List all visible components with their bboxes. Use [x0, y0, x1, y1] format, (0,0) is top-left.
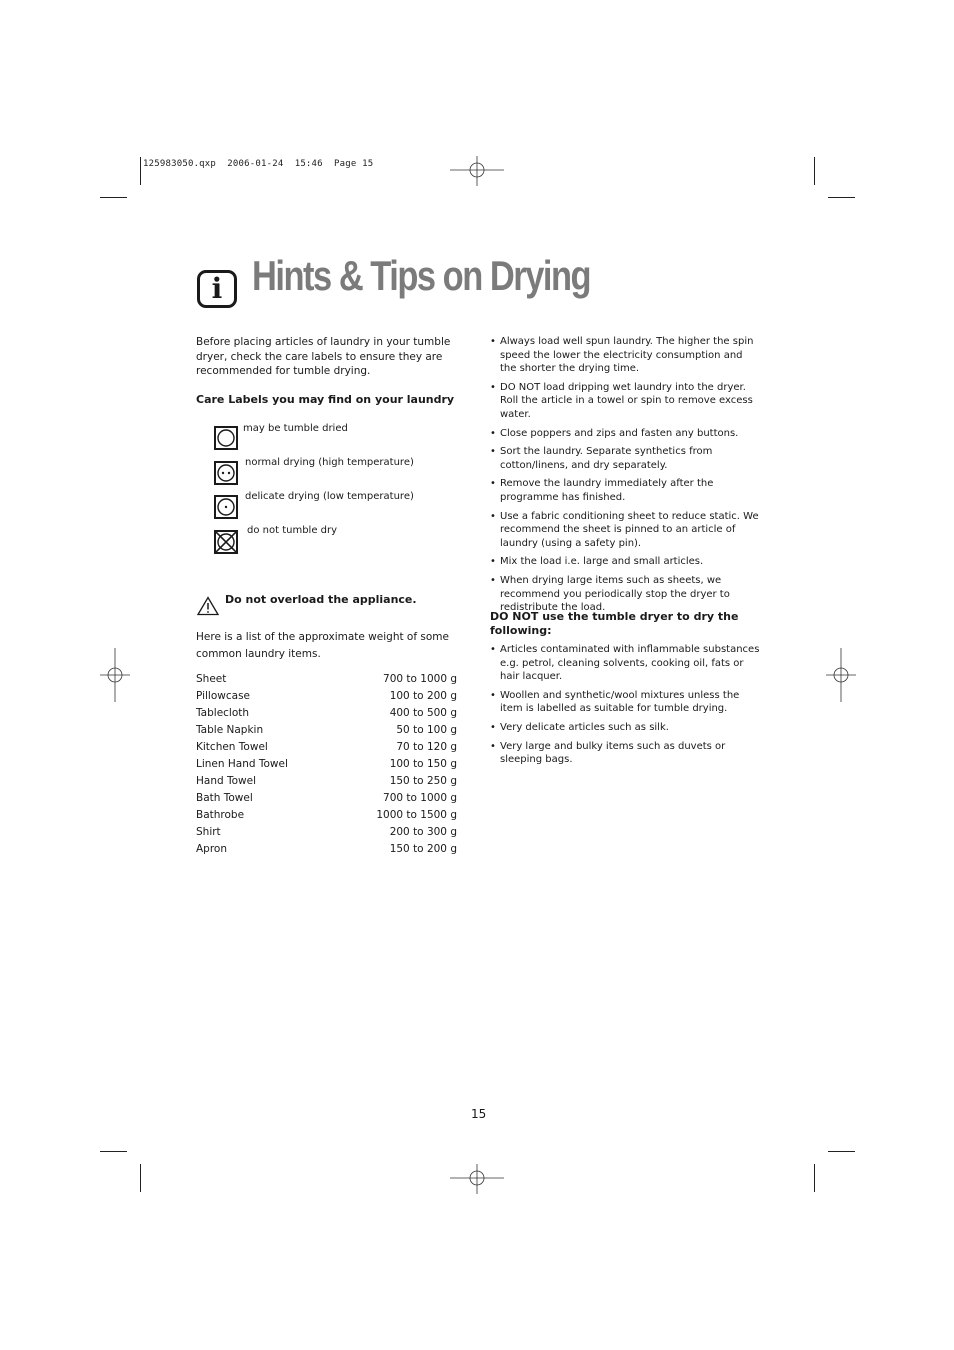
table-row: [196, 671, 457, 688]
item-name: Apron: [196, 843, 228, 855]
registration-mark-left: [100, 648, 130, 702]
list-item: • Use a fabric conditioning sheet to reduce static. We recommend the sheet is pinned to an article of laundry (using a safety pin).: [490, 510, 762, 551]
item-weight: 700 to 1000 g: [383, 673, 457, 685]
care-label-text: do not tumble dry: [247, 525, 338, 536]
list-item: • When drying large items such as sheets, we recommend you periodically stop the dryer to redistribute the load.: [490, 574, 762, 615]
item-weight: 100 to 150 g: [389, 758, 457, 770]
do-not-heading: DO NOT use the tumble dryer to dry the following:: [490, 610, 739, 637]
table-row: [196, 807, 457, 824]
care-label-text: normal drying (high temperature): [245, 457, 414, 468]
table-row: [196, 824, 457, 841]
item-name: Bathrobe: [196, 809, 245, 821]
tumble-dry-low-icon: [214, 495, 238, 519]
do-not-tumble-dry-icon: [214, 530, 238, 554]
list-item: • Close poppers and zips and fasten any buttons.: [490, 427, 762, 441]
list-item: • Very large and bulky items such as duvets or sleeping bags.: [490, 740, 762, 767]
do-not-list: [490, 643, 762, 772]
list-item: • Sort the laundry. Separate synthetics from cotton/linens, and dry separately.: [490, 445, 762, 472]
table-row: [196, 790, 457, 807]
weights-intro: Here is a list of the approximate weight of some common laundry items.: [196, 631, 449, 660]
table-row: [196, 756, 457, 773]
intro-paragraph: Before placing articles of laundry in your tumble dryer, check the care labels to ensure they are recommended for tumble drying.: [196, 336, 451, 377]
care-labels-heading: Care Labels you may find on your laundry: [196, 393, 455, 406]
table-row: [196, 841, 457, 858]
weights-table: [196, 671, 457, 858]
item-name: Hand Towel: [196, 775, 257, 787]
item-weight: 150 to 200 g: [389, 843, 457, 855]
item-weight: 100 to 200 g: [389, 690, 457, 702]
list-item: • Always load well spun laundry. The higher the spin speed the lower the electricity consumption and the shorter the drying time.: [490, 335, 762, 376]
item-weight: 50 to 100 g: [396, 724, 457, 736]
registration-mark-right: [826, 648, 856, 702]
registration-mark-bottom: [450, 1164, 504, 1194]
list-item: • Very delicate articles such as silk.: [490, 721, 762, 735]
page-number: 15: [471, 1107, 487, 1121]
item-name: Table Napkin: [196, 724, 264, 736]
list-item: • Mix the load i.e. large and small articles.: [490, 555, 762, 569]
item-weight: 150 to 250 g: [389, 775, 457, 787]
item-weight: 700 to 1000 g: [383, 792, 457, 804]
info-icon: i: [197, 270, 237, 308]
list-item: • Articles contaminated with inflammable substances e.g. petrol, cleaning solvents, cooking oil, fats or hair lacquer.: [490, 643, 762, 684]
table-row: [196, 773, 457, 790]
table-row: [196, 688, 457, 705]
item-weight: 400 to 500 g: [389, 707, 457, 719]
care-label-text: delicate drying (low temperature): [245, 491, 414, 502]
item-name: Sheet: [196, 673, 227, 685]
table-row: [196, 722, 457, 739]
item-name: Bath Towel: [196, 792, 253, 804]
table-row: [196, 705, 457, 722]
list-item: • Remove the laundry immediately after the programme has finished.: [490, 477, 762, 504]
registration-mark-top: [450, 156, 504, 186]
item-weight: 70 to 120 g: [396, 741, 457, 753]
warning-icon: [197, 596, 219, 616]
item-name: Kitchen Towel: [196, 741, 268, 753]
care-label-text: may be tumble dried: [243, 423, 348, 434]
list-item: • Woollen and synthetic/wool mixtures unless the item is labelled as suitable for tumble drying.: [490, 689, 762, 716]
item-weight: 200 to 300 g: [389, 826, 457, 838]
print-slug: 125983050.qxp 2006-01-24 15:46 Page 15: [143, 159, 374, 169]
overload-warning: Do not overload the appliance.: [225, 593, 417, 606]
tips-list: [490, 335, 762, 620]
item-name: Pillowcase: [196, 690, 251, 702]
item-name: Tablecloth: [196, 707, 250, 719]
item-weight: 1000 to 1500 g: [376, 809, 457, 821]
table-row: [196, 739, 457, 756]
page-title: Hints & Tips on Drying: [252, 252, 591, 299]
tumble-dry-high-icon: [214, 461, 238, 485]
list-item: • DO NOT load dripping wet laundry into the dryer. Roll the article in a towel or spin to remove excess water.: [490, 381, 762, 422]
item-name: Shirt: [196, 826, 221, 838]
item-name: Linen Hand Towel: [196, 758, 288, 770]
tumble-dry-icon: [214, 426, 238, 450]
